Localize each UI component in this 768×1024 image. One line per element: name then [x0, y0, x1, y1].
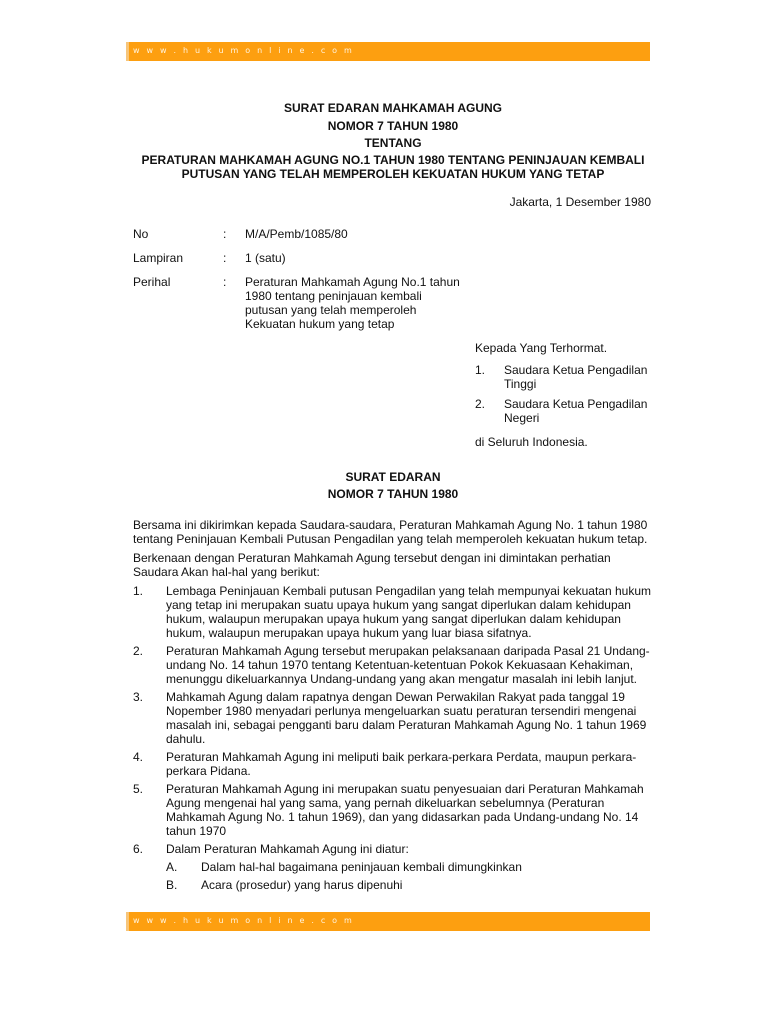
section-heading [133, 469, 653, 504]
list-number: 6. [133, 841, 144, 856]
list-number: 2. [133, 643, 144, 658]
meta-label: Lampiran [133, 250, 184, 265]
meta-value: Peraturan Mahkamah Agung No.1 tahun 1980 tentang peninjauan kembali putusan yang telah memperoleh Kekuatan hukum yang tetap [245, 274, 460, 331]
list-number: 3. [133, 689, 144, 704]
title-line-4: PERATURAN MAHKAMAH AGUNG NO.1 TAHUN 1980 TENTANG PENINJAUAN KEMBALI [141, 152, 645, 167]
recipients-heading: Kepada Yang Terhormat. [475, 340, 608, 355]
recipient-item [475, 363, 655, 391]
title-line-2: NOMOR 7 TAHUN 1980 [327, 118, 459, 133]
list-item [133, 690, 653, 746]
recipient-item [475, 397, 655, 425]
sub-list-text: Dalam hal-hal bagaimana peninjauan kembali dimungkinkan [201, 859, 522, 874]
list-item [133, 782, 653, 838]
list-text: Lembaga Peninjauan Kembali putusan Pengadilan yang telah mempunyai kekuatan hukum yang tetap ini merupakan suatu upaya hukum yang sangat diperlukan dalam kehidupan hukum, walaupun merupakan upaya hukum yang sangat diperlukan dalam kehidupan hukum, walaupun merupakan upaya hukum yang luar biasa sifatnya. [166, 583, 651, 640]
list-item [133, 750, 653, 778]
letter-date: Jakarta, 1 Desember 1980 [509, 194, 651, 209]
recipient-number: 2. [475, 396, 486, 411]
paragraph: Berkenaan dengan Peraturan Mahkamah Agung tersebut dengan ini dimintakan perhatian Saudara Akan hal-hal yang berikut: [133, 550, 611, 579]
list-item [133, 584, 653, 640]
list-text: Mahkamah Agung dalam rapatnya dengan Dewan Perwakilan Rakyat pada tanggal 19 Nopember 1980 menyadari perlunya mengeluarkan suatu peraturan tersendiri mengenai masalah ini, sebagai pengganti baru dalam Peraturan Mahkamah Agung No. 1 tahun 1969 dahulu. [166, 689, 647, 746]
title-line-3: TENTANG [364, 136, 422, 150]
section-heading-line-2: NOMOR 7 TAHUN 1980 [327, 487, 459, 501]
footer-site-link[interactable]: w w w . h u k u m o n l i n e . c o m [133, 916, 355, 925]
list-text: Dalam Peraturan Mahkamah Agung ini diatur: [166, 841, 409, 856]
sub-list-letter: A. [166, 859, 178, 874]
list-number: 5. [133, 781, 144, 796]
recipient-text: Saudara Ketua Pengadilan Negeri [504, 396, 648, 425]
header-band [126, 42, 650, 61]
title-line-5: PUTUSAN YANG TELAH MEMPEROLEH KEKUATAN HUKUM YANG TETAP [181, 166, 605, 181]
recipients-block [475, 341, 655, 449]
meta-colon: : [223, 274, 227, 289]
letter-meta [133, 227, 653, 331]
list-number: 1. [133, 583, 144, 598]
sub-list-letter: B. [166, 877, 178, 892]
meta-value: M/A/Pemb/1085/80 [245, 226, 348, 241]
title-line-1: SURAT EDARAN MAHKAMAH AGUNG [284, 101, 502, 115]
sub-list-item [166, 860, 653, 874]
recipient-number: 1. [475, 362, 486, 377]
sub-list-text: Acara (prosedur) yang harus dipenuhi [201, 877, 403, 892]
paragraph: Bersama ini dikirimkan kepada Saudara-saudara, Peraturan Mahkamah Agung No. 1 tahun 1980 tentang Peninjauan Kembali Putusan Pengadilan yang telah memperoleh kekuatan hukum tetap. [133, 517, 648, 546]
letter-body [133, 518, 653, 892]
header-site-link[interactable]: w w w . h u k u m o n l i n e . c o m [133, 46, 355, 55]
list-text: Peraturan Mahkamah Agung tersebut merupakan pelaksanaan daripada Pasal 21 Undang-undang No. 14 tahun 1970 tentang Ketentuan-ketentuan Pokok Kekuasaan Kehakiman, menunggu dikeluarkannya Undang-undang yang akan mengatur masalah ini lebih lanjut. [166, 643, 650, 686]
meta-colon: : [223, 226, 227, 241]
meta-label: Perihal [133, 274, 171, 289]
meta-row-attachment [133, 251, 653, 265]
document-title [133, 100, 653, 181]
list-number: 4. [133, 749, 144, 764]
list-item [133, 644, 653, 686]
recipients-footer: di Seluruh Indonesia. [475, 434, 588, 449]
list-text: Peraturan Mahkamah Agung ini meliputi baik perkara-perkara Perdata, maupun perkara-perkara Pidana. [166, 749, 637, 778]
list-item [133, 842, 653, 856]
section-heading-line-1: SURAT EDARAN [345, 469, 441, 484]
list-text: Peraturan Mahkamah Agung ini merupakan suatu penyesuaian dari Peraturan Mahkamah Agung mengenai hal yang sama, yang pernah dikeluarkan sebelumnya (Peraturan Mahkamah Agung No. 1 tahun 1969), dan yang didasarkan pada Undang-undang No. 14 tahun 1970 [166, 781, 644, 838]
document-page [133, 100, 653, 896]
sub-list-item [166, 878, 653, 892]
meta-colon: : [223, 250, 227, 265]
recipient-text: Saudara Ketua Pengadilan Tinggi [504, 362, 648, 391]
meta-row-number [133, 227, 653, 241]
meta-row-subject [133, 275, 653, 331]
meta-value: 1 (satu) [245, 250, 286, 265]
footer-band [126, 912, 650, 931]
meta-label: No [133, 226, 149, 241]
